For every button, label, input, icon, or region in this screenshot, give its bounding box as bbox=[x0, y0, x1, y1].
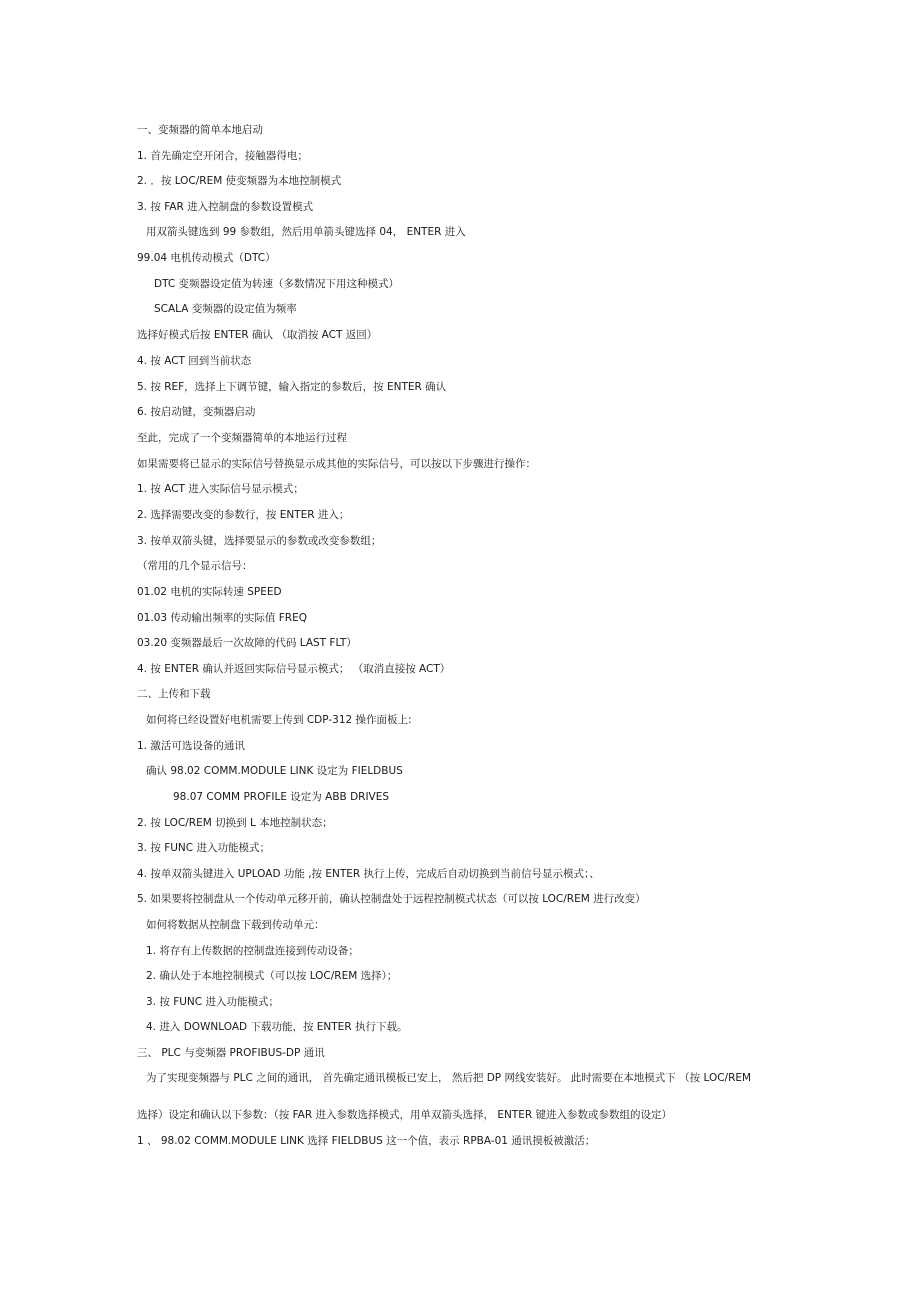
text-line: 3. 按 FAR 进入控制盘的参数设置模式 bbox=[137, 201, 314, 213]
text-line: 4. 按 ENTER 确认并返回实际信号显示模式； （取消直接按 ACT） bbox=[137, 663, 451, 675]
section-heading-3: 三、 PLC 与变频器 PROFIBUS-DP 通讯 bbox=[137, 1047, 325, 1059]
text-line: （常用的几个显示信号： bbox=[137, 560, 253, 572]
text-line: 5. 如果要将控制盘从一个传动单元移开前，确认控制盘处于远程控制模式状态（可以按 LOC/REM 进行改变） bbox=[137, 893, 646, 905]
text-line: SCALA 变频器的设定值为频率 bbox=[154, 303, 297, 315]
text-line: 98.07 COMM PROFILE 设定为 ABB DRIVES bbox=[173, 791, 390, 803]
text-line: 4. 进入 DOWNLOAD 下载功能，按 ENTER 执行下载。 bbox=[146, 1021, 408, 1033]
text-line: 如何将数据从控制盘下载到传动单元： bbox=[146, 919, 325, 931]
text-line: 5. 按 REF，选择上下调节键，输入指定的参数后，按 ENTER 确认 bbox=[137, 381, 447, 393]
text-line: 1. 激活可选设备的通讯 bbox=[137, 740, 245, 752]
text-line: 2. 选择需要改变的参数行，按 ENTER 进入； bbox=[137, 509, 350, 521]
text-line: 1. 按 ACT 进入实际信号显示模式； bbox=[137, 483, 304, 495]
text-line: 2. 确认处于本地控制模式（可以按 LOC/REM 选择）； bbox=[146, 970, 398, 982]
text-line: 6. 按启动键，变频器启动 bbox=[137, 406, 256, 418]
section-heading-1: 一、变频器的简单本地启动 bbox=[137, 124, 263, 136]
text-paragraph: 为了实现变频器与 PLC 之间的通讯， 首先确定通讯模板已安上， 然后把 DP 网线安装好。 此时需要在本地模式下 （按 LOC/REM bbox=[146, 1072, 752, 1084]
text-line: 如何将已经设置好电机需要上传到 CDP-312 操作面板上: bbox=[146, 714, 412, 726]
text-line: 2. ．按 LOC/REM 使变频器为本地控制模式 bbox=[137, 175, 342, 187]
text-line: 2. 按 LOC/REM 切换到 L 本地控制状态； bbox=[137, 817, 333, 829]
text-line: 3. 按 FUNC 进入功能模式； bbox=[146, 996, 279, 1008]
text-line: 确认 98.02 COMM.MODULE LINK 设定为 FIELDBUS bbox=[146, 765, 403, 777]
text-line: 1 、 98.02 COMM.MODULE LINK 选择 FIELDBUS 这一个值，表示 RPBA-01 通讯摸板被激活； bbox=[137, 1135, 596, 1147]
text-line: 01.03 传动输出频率的实际值 FREQ bbox=[137, 612, 307, 624]
text-line: 选择好模式后按 ENTER 确认 （取消按 ACT 返回） bbox=[137, 329, 378, 341]
text-line: 至此，完成了一个变频器简单的本地运行过程 bbox=[137, 432, 347, 444]
section-heading-2: 二、上传和下载 bbox=[137, 688, 211, 700]
text-line: 4. 按单双箭头键进入 UPLOAD 功能 ,按 ENTER 执行上传，完成后自动切换到当前信号显示模式；、 bbox=[137, 868, 600, 880]
text-line: 01.02 电机的实际转速 SPEED bbox=[137, 586, 282, 598]
text-line: 选择）设定和确认以下参数：（按 FAR 进入参数选择模式，用单双箭头选择， ENTER 键进入参数或参数组的设定） bbox=[137, 1109, 672, 1121]
text-line: 1. 首先确定空开闭合，接触器得电； bbox=[137, 150, 308, 162]
text-line: 如果需要将已显示的实际信号替换显示成其他的实际信号，可以按以下步骤进行操作： bbox=[137, 458, 536, 470]
text-line: DTC 变频器设定值为转速（多数情况下用这种模式） bbox=[154, 278, 400, 290]
text-line: 3. 按 FUNC 进入功能模式； bbox=[137, 842, 270, 854]
text-line: 99.04 电机传动模式（DTC） bbox=[137, 252, 276, 264]
text-line: 3. 按单双箭头键，选择要显示的参数或改变参数组； bbox=[137, 535, 382, 547]
text-line: 用双箭头键选到 99 参数组，然后用单箭头键选择 04， ENTER 进入 bbox=[146, 226, 466, 238]
text-line: 03.20 变频器最后一次故障的代码 LAST FLT） bbox=[137, 637, 357, 649]
text-line: 1. 将存有上传数据的控制盘连接到传动设备； bbox=[146, 945, 359, 957]
text-line: 4. 按 ACT 回到当前状态 bbox=[137, 355, 252, 367]
